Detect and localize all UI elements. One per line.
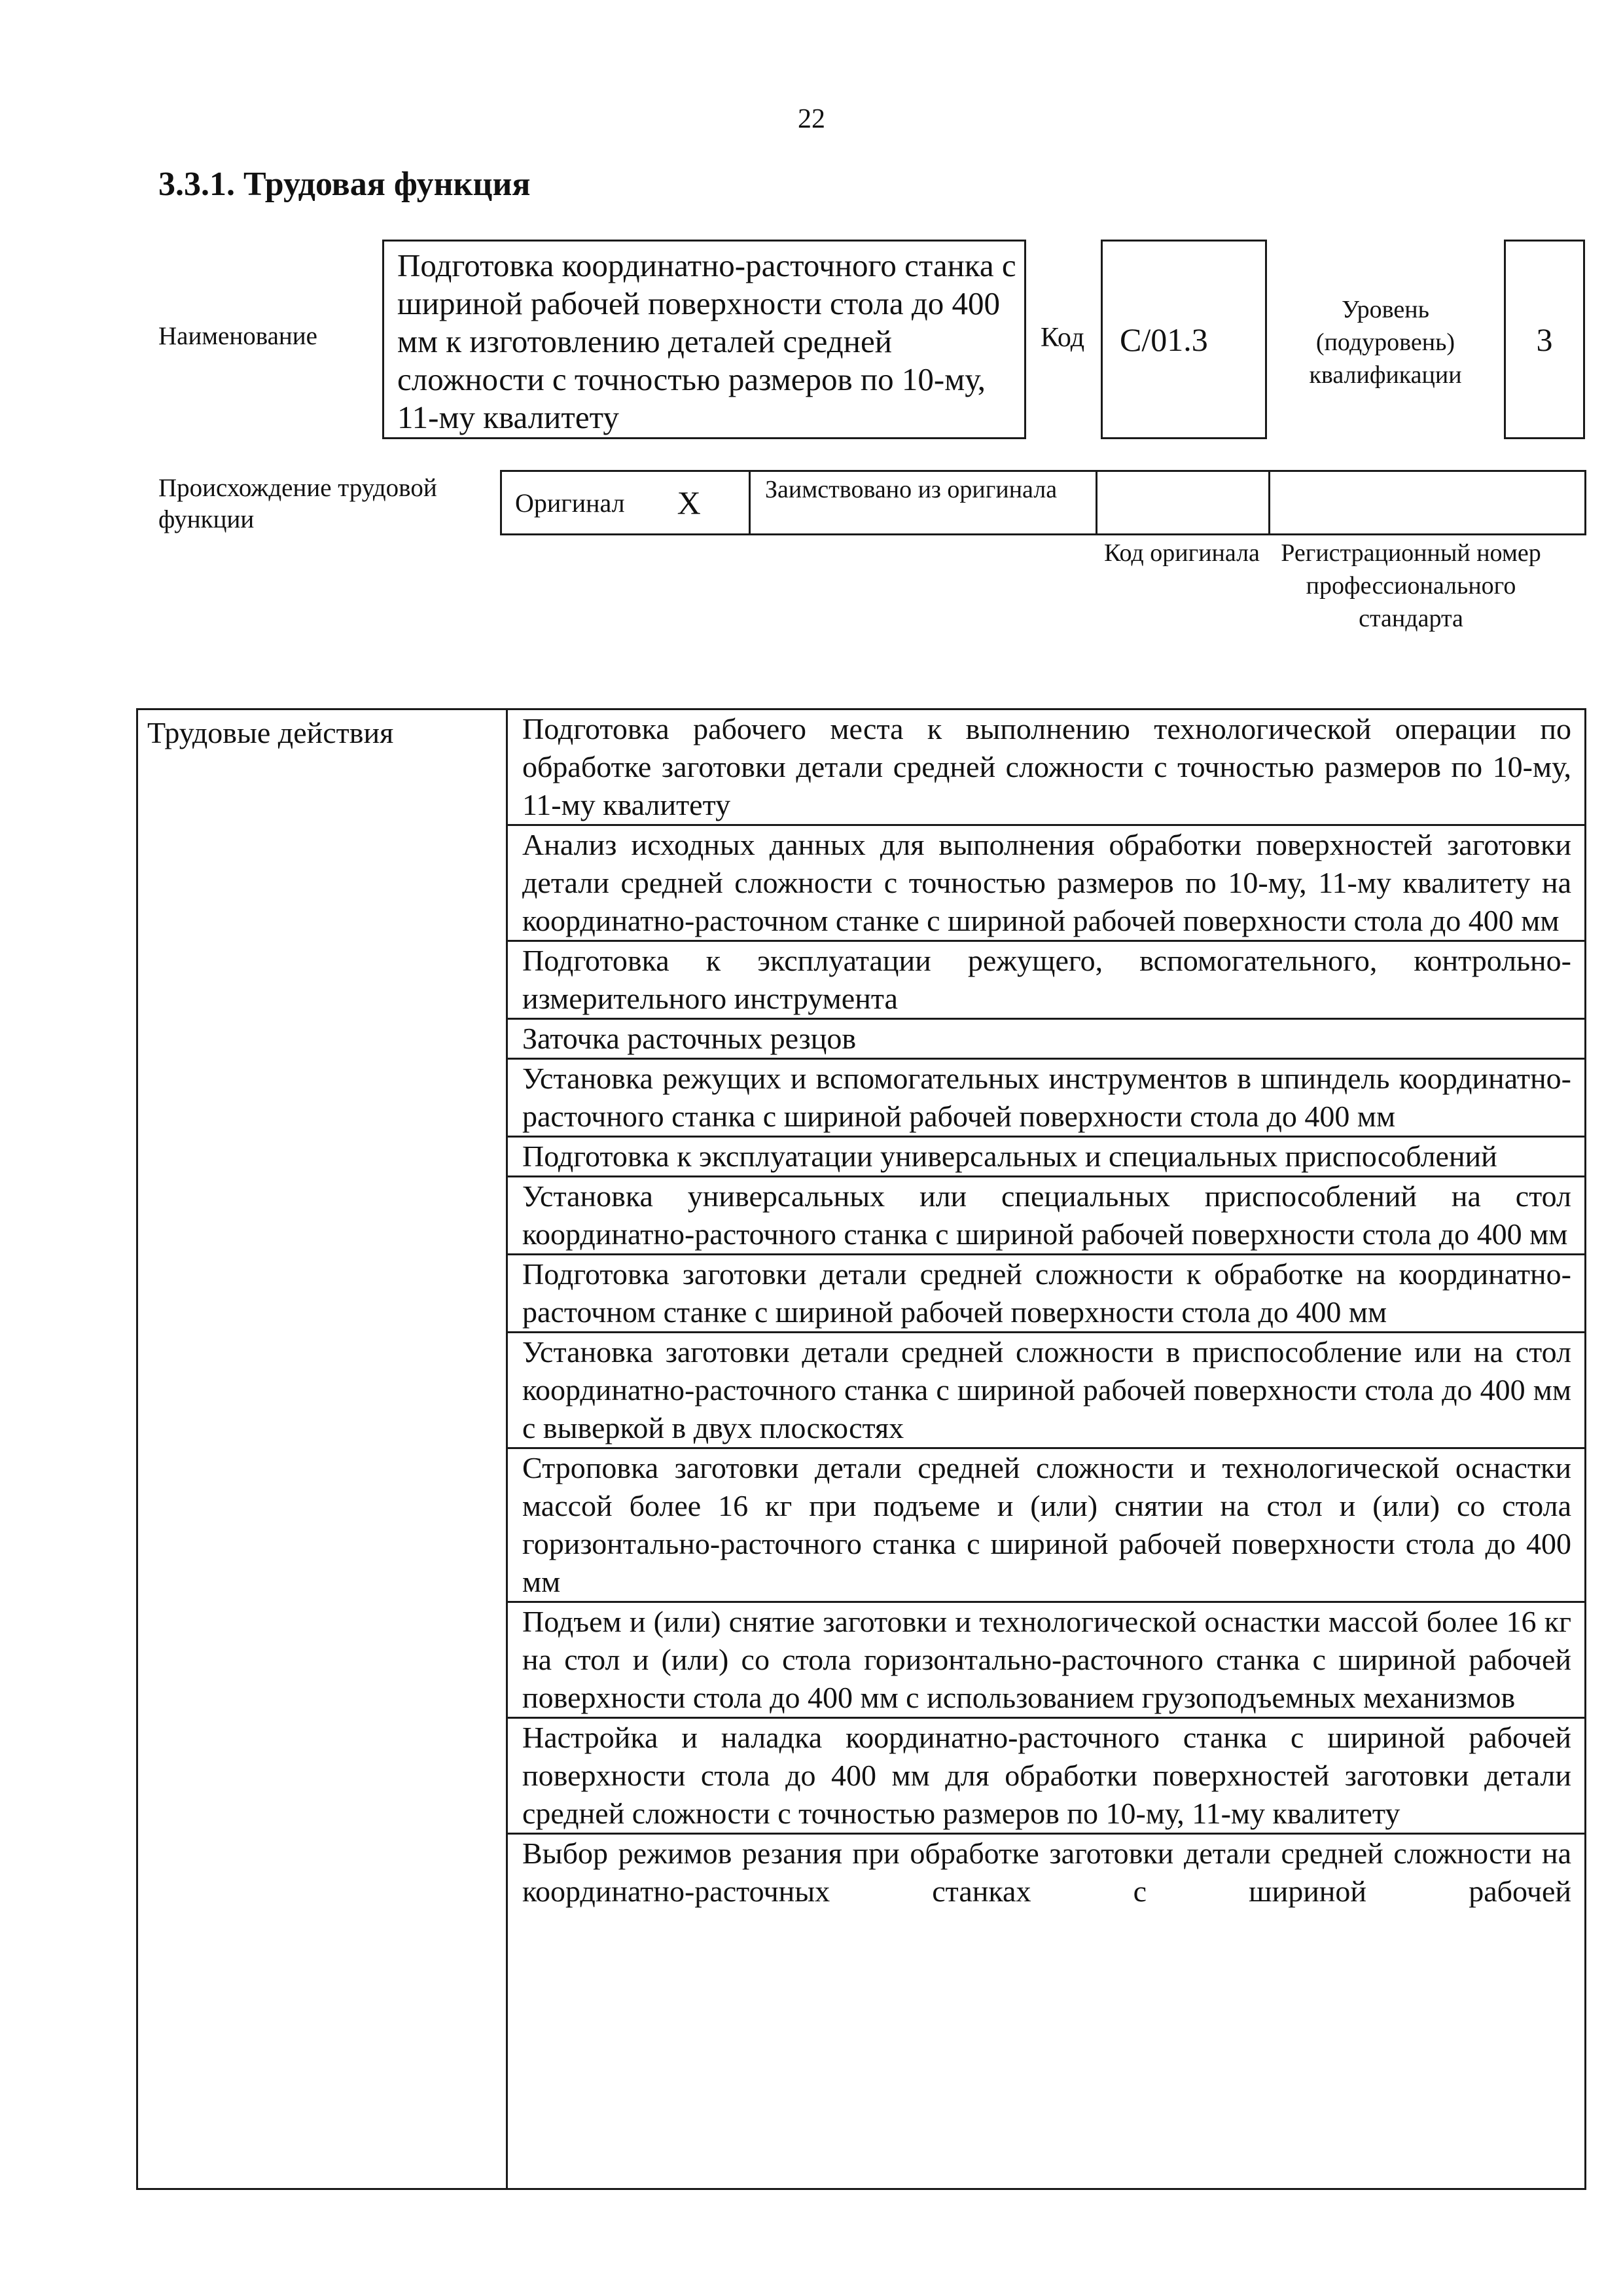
- name-label: Наименование: [158, 322, 317, 350]
- level-value: 3: [1536, 321, 1553, 358]
- labor-action-item: Подъем и (или) снятие заготовки и технологической оснастки массой более 16 кг на стол и (или) со стола горизонтально-расточного станка с шириной рабочей поверхности стола до 400 мм с использованием грузоподъемных механизмов: [508, 1603, 1584, 1719]
- level-box: [1504, 240, 1585, 439]
- labor-action-item: Подготовка к эксплуатации универсальных и специальных приспособлений: [508, 1138, 1584, 1177]
- labor-action-item: Подготовка рабочего места к выполнению технологической операции по обработке заготовки детали средней сложности с точностью размеров по 10-му, 11-му квалитету: [508, 710, 1584, 826]
- code-label: Код: [1041, 323, 1085, 353]
- level-label: Уровень (подуровень) квалификации: [1309, 296, 1462, 389]
- section-title: 3.3.1. Трудовая функция: [158, 166, 531, 203]
- function-name-text: Подготовка координатно-расточного станка с шириной рабочей поверхности стола до 400 мм к изготовлению деталей средней сложности с точностью размеров по 10-му, 11-му квалитету: [397, 247, 1016, 435]
- original-mark: X: [677, 484, 701, 521]
- code-box: [1101, 240, 1267, 439]
- labor-action-item: Установка универсальных или специальных приспособлений на стол координатно-расточного станка с шириной рабочей поверхности стола до 400 мм: [508, 1177, 1584, 1255]
- labor-actions-list: [508, 710, 1584, 1910]
- labor-action-item: Выбор режимов резания при обработке заготовки детали средней сложности на координатно-расточных станках с шириной рабочей: [522, 1837, 1571, 1908]
- labor-action-item: Установка режущих и вспомогательных инструментов в шпиндель координатно-расточного станка с шириной рабочей поверхности стола до 400 мм: [508, 1060, 1584, 1138]
- origin-table: [500, 470, 1586, 535]
- function-name-box: [382, 240, 1026, 439]
- registration-number-cell: [1270, 472, 1584, 533]
- labor-action-item: Подготовка к эксплуатации режущего, вспомогательного, контрольно-измерительного инструмента: [508, 942, 1584, 1020]
- page-number: 22: [798, 104, 825, 134]
- borrowed-label: Заимствовано из оригинала: [765, 476, 1058, 503]
- labor-action-item: Подготовка заготовки детали средней сложности к обработке на координатно-расточном станке с шириной рабочей поверхности стола до 400 мм: [508, 1255, 1584, 1333]
- original-code-cell: [1097, 472, 1270, 533]
- labor-action-item: Заточка расточных резцов: [508, 1020, 1584, 1060]
- labor-action-item: Анализ исходных данных для выполнения обработки поверхностей заготовки детали средней сложности с точностью размеров по 10-му, 11-му квалитету на координатно-расточном станке с шириной рабочей поверхности стола до 400 мм: [508, 826, 1584, 942]
- labor-action-item: Настройка и наладка координатно-расточного станка с шириной рабочей поверхности стола до 400 мм для обработки поверхностей заготовки детали средней сложности с точностью размеров по 10-му, 11-му квалитету: [508, 1719, 1584, 1835]
- labor-actions-table: [136, 708, 1586, 2190]
- registration-number-caption: Регистрационный номер профессионального стандарта: [1281, 539, 1541, 632]
- labor-action-item: Установка заготовки детали средней сложности в приспособление или на стол координатно-расточного станка с шириной рабочей поверхности стола до 400 мм с выверкой в двух плоскостях: [508, 1333, 1584, 1449]
- origin-label: Происхождение трудовой функции: [158, 474, 437, 533]
- borrowed-cell: [751, 472, 1097, 533]
- code-value: С/01.3: [1120, 321, 1208, 358]
- original-label: Оригинал: [515, 488, 625, 518]
- labor-action-item: Строповка заготовки детали средней сложности и технологической оснастки массой более 16 кг при подъеме и (или) снятии на стол и (или) со стола горизонтально-расточного станка с шириной рабочей поверхности стола до 400 мм: [508, 1449, 1584, 1603]
- original-code-caption: Код оригинала: [1104, 539, 1260, 567]
- original-cell: [502, 472, 751, 533]
- labor-actions-label: Трудовые действия: [138, 710, 508, 2188]
